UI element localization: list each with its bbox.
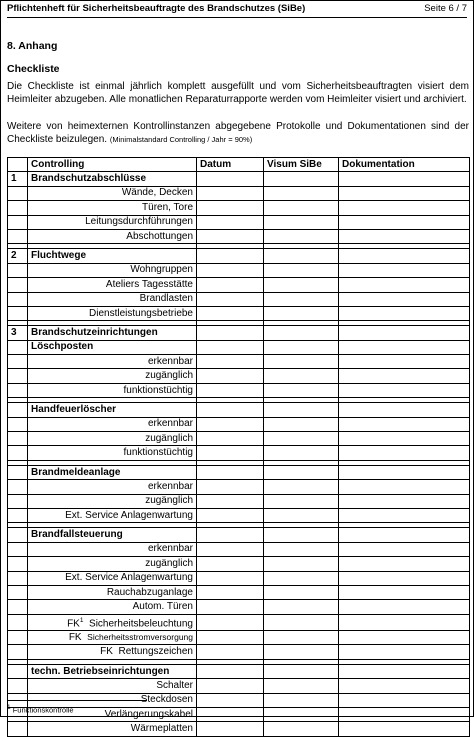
footnote-text: Funktionskontrolle	[12, 705, 74, 715]
visum-cell[interactable]	[264, 278, 339, 292]
item-label: Wände, Decken	[28, 186, 197, 200]
subgroup-row	[8, 403, 470, 417]
visum-cell[interactable]	[264, 542, 339, 556]
doku-cell[interactable]	[339, 528, 470, 542]
doku-cell[interactable]	[339, 383, 470, 397]
header-num-cell	[8, 158, 28, 172]
doku-cell[interactable]	[339, 172, 470, 186]
visum-cell[interactable]	[264, 201, 339, 215]
group-number: 3	[8, 326, 28, 340]
table-row	[8, 614, 470, 630]
visum-cell[interactable]	[264, 186, 339, 200]
subgroup-row	[8, 664, 470, 678]
datum-cell[interactable]	[197, 229, 264, 243]
table-row	[8, 417, 470, 431]
visum-cell[interactable]	[264, 600, 339, 614]
subgroup-title: Brandmeldeanlage	[28, 465, 197, 479]
datum-cell[interactable]	[197, 355, 264, 369]
doku-cell[interactable]	[339, 340, 470, 354]
table-row	[8, 722, 470, 736]
doku-cell[interactable]	[339, 722, 470, 736]
visum-cell[interactable]	[264, 340, 339, 354]
group-title: Brandschutzeinrichtungen	[28, 326, 197, 340]
doku-cell[interactable]	[339, 229, 470, 243]
fk-text: Sicherheitsbeleuchtung	[89, 618, 193, 630]
footnote-ref: 1	[79, 616, 84, 624]
page-number: Seite 6 / 7	[424, 3, 467, 14]
datum-cell[interactable]	[197, 528, 264, 542]
datum-cell[interactable]	[197, 645, 264, 659]
item-label: Verlängerungskabel	[28, 708, 197, 722]
datum-cell[interactable]	[197, 417, 264, 431]
item-label: Rauchabzuganlage	[28, 585, 197, 599]
doku-cell[interactable]	[339, 465, 470, 479]
item-label: Steckdosen	[28, 693, 197, 707]
visum-cell[interactable]	[264, 369, 339, 383]
visum-cell[interactable]	[264, 631, 339, 645]
table-header-row	[8, 158, 470, 172]
subgroup-row	[8, 340, 470, 354]
table-row	[8, 631, 470, 645]
visum-cell[interactable]	[264, 229, 339, 243]
doku-cell[interactable]	[339, 403, 470, 417]
item-label: erkennbar	[28, 417, 197, 431]
doku-cell[interactable]	[339, 355, 470, 369]
section-title: 8. Anhang	[7, 40, 58, 52]
item-label: Türen, Tore	[28, 201, 197, 215]
subgroup-row	[8, 528, 470, 542]
visum-cell[interactable]	[264, 614, 339, 630]
item-label: Brandlasten	[28, 292, 197, 306]
item-label: funktionstüchtig	[28, 383, 197, 397]
item-label: erkennbar	[28, 355, 197, 369]
item-label: Abschottungen	[28, 229, 197, 243]
datum-cell[interactable]	[197, 326, 264, 340]
table-row	[8, 306, 470, 320]
header-title: Pflichtenheft für Sicherheitsbeauftragte des Brandschutzes (SiBe)	[7, 3, 306, 14]
visum-cell[interactable]	[264, 326, 339, 340]
datum-cell[interactable]	[197, 585, 264, 599]
doku-cell[interactable]	[339, 679, 470, 693]
group-title: Brandschutzabschlüsse	[28, 172, 197, 186]
visum-cell[interactable]	[264, 585, 339, 599]
table-row	[8, 278, 470, 292]
doku-cell[interactable]	[339, 292, 470, 306]
datum-cell[interactable]	[197, 679, 264, 693]
doku-cell[interactable]	[339, 326, 470, 340]
item-label-fk2	[28, 631, 197, 645]
group-number: 2	[8, 249, 28, 263]
datum-cell[interactable]	[197, 383, 264, 397]
table-row	[8, 263, 470, 277]
doku-cell[interactable]	[339, 693, 470, 707]
doku-cell[interactable]	[339, 645, 470, 659]
doku-cell[interactable]	[339, 600, 470, 614]
datum-cell[interactable]	[197, 278, 264, 292]
doku-cell[interactable]	[339, 557, 470, 571]
item-label-fk3	[28, 645, 197, 659]
fk-prefix: FK	[100, 646, 113, 658]
item-label: Ext. Service Anlagenwartung	[28, 571, 197, 585]
visum-cell[interactable]	[264, 446, 339, 460]
item-label: Leitungsdurchführungen	[28, 215, 197, 229]
visum-cell[interactable]	[264, 355, 339, 369]
group-row	[8, 249, 470, 263]
visum-cell[interactable]	[264, 480, 339, 494]
datum-cell[interactable]	[197, 446, 264, 460]
visum-cell[interactable]	[264, 708, 339, 722]
subgroup-title: techn. Betriebseinrichtungen	[28, 664, 197, 678]
datum-cell[interactable]	[197, 186, 264, 200]
datum-cell[interactable]	[197, 465, 264, 479]
table-row	[8, 571, 470, 585]
item-label: zugänglich	[28, 432, 197, 446]
table-row	[8, 508, 470, 522]
footnote	[7, 704, 74, 715]
doku-cell[interactable]	[339, 446, 470, 460]
visum-cell[interactable]	[264, 215, 339, 229]
item-label: zugänglich	[28, 369, 197, 383]
datum-cell[interactable]	[197, 215, 264, 229]
visum-cell[interactable]	[264, 172, 339, 186]
item-label: Wohngruppen	[28, 263, 197, 277]
doku-cell[interactable]	[339, 508, 470, 522]
item-label: Ateliers Tagesstätte	[28, 278, 197, 292]
datum-cell[interactable]	[197, 172, 264, 186]
doku-cell[interactable]	[339, 201, 470, 215]
group-row	[8, 172, 470, 186]
visum-cell[interactable]	[264, 508, 339, 522]
table-row	[8, 708, 470, 722]
item-label: erkennbar	[28, 480, 197, 494]
datum-cell[interactable]	[197, 201, 264, 215]
doku-cell[interactable]	[339, 664, 470, 678]
visum-cell[interactable]	[264, 557, 339, 571]
item-label: funktionstüchtig	[28, 446, 197, 460]
header-controlling: Controlling	[28, 158, 197, 172]
datum-cell[interactable]	[197, 263, 264, 277]
group-row	[8, 326, 470, 340]
item-label: Dienstleistungsbetriebe	[28, 306, 197, 320]
table-row	[8, 383, 470, 397]
paragraph-2	[7, 121, 469, 146]
visum-cell[interactable]	[264, 306, 339, 320]
paragraph-2-note: (Minimalstandard Controlling / Jahr = 90%)	[109, 134, 253, 144]
datum-cell[interactable]	[197, 600, 264, 614]
visum-cell[interactable]	[264, 645, 339, 659]
visum-cell[interactable]	[264, 693, 339, 707]
doku-cell[interactable]	[339, 631, 470, 645]
doku-cell[interactable]	[339, 571, 470, 585]
datum-cell[interactable]	[197, 432, 264, 446]
visum-cell[interactable]	[264, 292, 339, 306]
paragraph-1: Die Checkliste ist einmal jährlich komplett ausgefüllt und vom Sicherheitsbeauftragten visiert dem Heimleiter abzugeben. Alle monatlichen Reparaturrapporte werden vom Heimleiter visiert und archiviert.	[7, 81, 469, 105]
doku-cell[interactable]	[339, 186, 470, 200]
visum-cell[interactable]	[264, 679, 339, 693]
table-row	[8, 542, 470, 556]
visum-cell[interactable]	[264, 664, 339, 678]
item-label: zugänglich	[28, 557, 197, 571]
doku-cell[interactable]	[339, 263, 470, 277]
table-row	[8, 480, 470, 494]
table-row	[8, 292, 470, 306]
item-label: Ext. Service Anlagenwartung	[28, 508, 197, 522]
visum-cell[interactable]	[264, 417, 339, 431]
datum-cell[interactable]	[197, 708, 264, 722]
footnote-mark: 1	[7, 704, 11, 711]
table-row	[8, 215, 470, 229]
doku-cell[interactable]	[339, 494, 470, 508]
datum-cell[interactable]	[197, 664, 264, 678]
visum-cell[interactable]	[264, 494, 339, 508]
subgroup-title: Brandfallsteuerung	[28, 528, 197, 542]
datum-cell[interactable]	[197, 557, 264, 571]
datum-cell[interactable]	[197, 403, 264, 417]
subgroup-title: Handfeuerlöscher	[28, 403, 197, 417]
group-title: Fluchtwege	[28, 249, 197, 263]
doku-cell[interactable]	[339, 369, 470, 383]
visum-cell[interactable]	[264, 249, 339, 263]
visum-cell[interactable]	[264, 383, 339, 397]
datum-cell[interactable]	[197, 340, 264, 354]
datum-cell[interactable]	[197, 508, 264, 522]
fk-prefix: FK	[68, 632, 82, 644]
doku-cell[interactable]	[339, 278, 470, 292]
visum-cell[interactable]	[264, 722, 339, 736]
item-label: Wärmeplatten	[28, 722, 197, 736]
doku-cell[interactable]	[339, 249, 470, 263]
datum-cell[interactable]	[197, 571, 264, 585]
table-row	[8, 679, 470, 693]
doku-cell[interactable]	[339, 708, 470, 722]
datum-cell[interactable]	[197, 480, 264, 494]
table-row	[8, 494, 470, 508]
datum-cell[interactable]	[197, 306, 264, 320]
header-visum: Visum SiBe	[264, 158, 339, 172]
datum-cell[interactable]	[197, 614, 264, 630]
subsection-title: Checkliste	[7, 63, 60, 75]
subgroup-row	[8, 465, 470, 479]
visum-cell[interactable]	[264, 465, 339, 479]
datum-cell[interactable]	[197, 542, 264, 556]
table-row	[8, 557, 470, 571]
doku-cell[interactable]	[339, 542, 470, 556]
doku-cell[interactable]	[339, 480, 470, 494]
doku-cell[interactable]	[339, 417, 470, 431]
group-number: 1	[8, 172, 28, 186]
table-row	[8, 186, 470, 200]
table-row	[8, 432, 470, 446]
datum-cell[interactable]	[197, 631, 264, 645]
visum-cell[interactable]	[264, 528, 339, 542]
fk-prefix: FK	[67, 618, 80, 630]
checklist-table	[7, 157, 470, 737]
item-label: zugänglich	[28, 494, 197, 508]
doku-cell[interactable]	[339, 614, 470, 630]
doku-cell[interactable]	[339, 432, 470, 446]
visum-cell[interactable]	[264, 432, 339, 446]
table-row	[8, 355, 470, 369]
doku-cell[interactable]	[339, 585, 470, 599]
header-dokumentation: Dokumentation	[339, 158, 470, 172]
subgroup-title: Löschposten	[28, 340, 197, 354]
datum-cell[interactable]	[197, 494, 264, 508]
datum-cell[interactable]	[197, 249, 264, 263]
table-row	[8, 369, 470, 383]
table-row	[8, 585, 470, 599]
visum-cell[interactable]	[264, 403, 339, 417]
fk-text: Rettungszeichen	[118, 646, 193, 658]
visum-cell[interactable]	[264, 263, 339, 277]
datum-cell[interactable]	[197, 292, 264, 306]
paragraph-2-text: Weitere von heimexternen Kontrollinstanzen abgegebene Protokolle und Dokumentationen sind der Checkliste beizulegen.	[7, 121, 469, 145]
table-row	[8, 600, 470, 614]
datum-cell[interactable]	[197, 693, 264, 707]
datum-cell[interactable]	[197, 722, 264, 736]
visum-cell[interactable]	[264, 571, 339, 585]
table-row	[8, 201, 470, 215]
doku-cell[interactable]	[339, 306, 470, 320]
datum-cell[interactable]	[197, 369, 264, 383]
item-label: Autom. Türen	[28, 600, 197, 614]
table-row	[8, 446, 470, 460]
header-datum: Datum	[197, 158, 264, 172]
footnote-divider	[7, 700, 147, 701]
table-row	[8, 229, 470, 243]
item-label: erkennbar	[28, 542, 197, 556]
item-label-fk1	[28, 614, 197, 630]
item-label: Schalter	[28, 679, 197, 693]
doku-cell[interactable]	[339, 215, 470, 229]
fk-text: Sicherheitsstromversorgung	[87, 632, 193, 643]
table-row	[8, 645, 470, 659]
page-header	[7, 3, 467, 18]
